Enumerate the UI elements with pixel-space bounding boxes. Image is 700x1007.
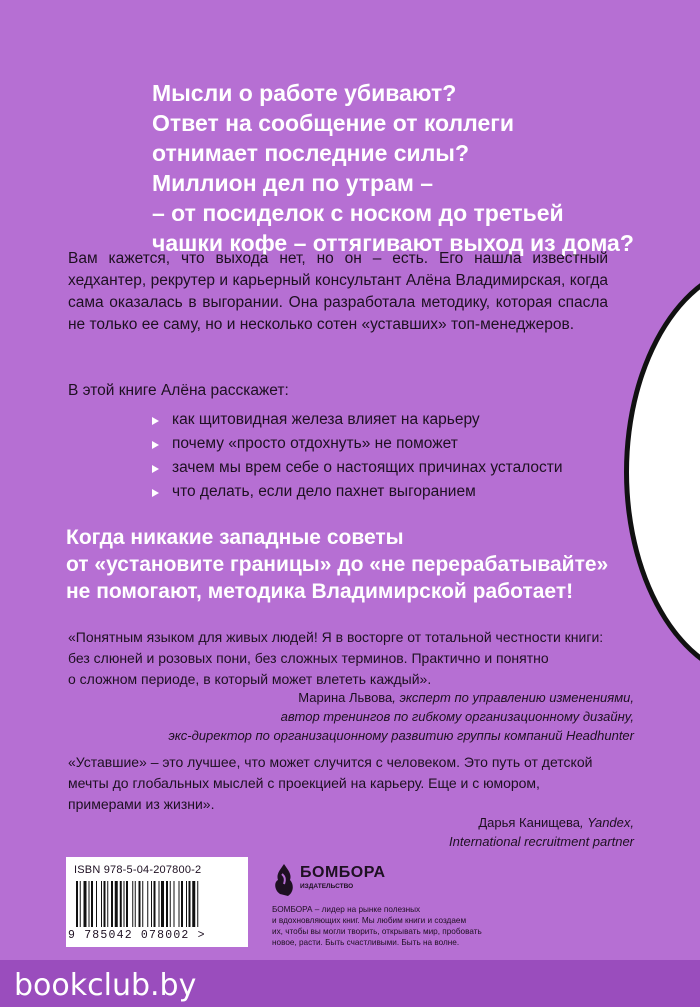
barcode-bar xyxy=(154,881,156,927)
review-attribution-1 xyxy=(114,688,634,745)
publisher-logo-icon xyxy=(272,862,296,898)
quote-line: мечты до глобальных мыслей с проекцией на карьеру. Еще и с юмором, xyxy=(68,775,540,791)
reviewer-name: Дарья Канищева xyxy=(478,815,581,830)
intro-line: – от посиделок с носком до третьей xyxy=(152,200,564,226)
barcode-bar xyxy=(186,881,187,927)
publisher-blurb-line: БОМБОРА – лидер на рынке полезных xyxy=(272,905,421,914)
barcode-bar xyxy=(142,881,143,927)
barcode-bar xyxy=(181,881,183,927)
isbn: ISBN 978-5-04-207800-2 xyxy=(74,864,202,876)
barcode-bar xyxy=(179,881,180,927)
publisher-name: БОМБОРА xyxy=(300,864,386,881)
barcode-bar xyxy=(132,881,133,927)
barcode-bar xyxy=(104,881,106,927)
quote-line: «Понятным языком для живых людей! Я в восторге от тотальной честности книги: xyxy=(68,629,604,645)
topics-list xyxy=(150,408,563,504)
barcode-bar xyxy=(76,881,78,927)
reviewer-role: , эксперт по управлению изменениями, xyxy=(392,690,634,705)
barcode-bar xyxy=(166,881,168,927)
callout-line: Когда никакие западные советы xyxy=(66,526,404,549)
intro-line: Мысли о работе убивают? xyxy=(152,80,457,106)
barcode-bar xyxy=(101,881,102,927)
reviewer-name: Марина Львова xyxy=(298,690,393,705)
reviewer-role: , Yandex, xyxy=(580,815,634,830)
footer-bar xyxy=(0,960,700,1007)
barcode-bar xyxy=(115,881,118,927)
list-item xyxy=(150,456,563,480)
site-watermark[interactable]: bookclub.by xyxy=(14,968,197,1003)
review-quote-2 xyxy=(68,752,628,815)
triangle-bullet-icon xyxy=(152,441,159,449)
intro-line: Ответ на сообщение от коллеги xyxy=(152,110,514,136)
barcode-bar xyxy=(124,881,125,927)
list-item-text: зачем мы врем себе о настоящих причинах усталости xyxy=(172,459,563,476)
publisher-blurb-line: их, чтобы вы могли творить, открывать мир, пробовать xyxy=(272,927,482,936)
list-item xyxy=(150,480,563,504)
callout-line: от «установите границы» до «не перерабатывайте» xyxy=(66,553,609,576)
barcode-bar xyxy=(135,881,136,927)
triangle-bullet-icon xyxy=(152,465,159,473)
barcode-bar xyxy=(111,881,113,927)
review-attribution-2 xyxy=(114,813,634,851)
barcode-bar xyxy=(89,881,90,927)
barcode-bar xyxy=(96,881,97,927)
bullets-lead: В этой книге Алёна расскажет: xyxy=(68,382,289,399)
list-item xyxy=(150,408,563,432)
publisher-blurb xyxy=(272,904,534,948)
quote-line: без слюней и розовых пони, без сложных терминов. Практично и понятно xyxy=(68,650,549,666)
quote-line: о сложном периоде, в который может влететь каждый». xyxy=(68,671,432,687)
list-item xyxy=(150,432,563,456)
barcode-bar xyxy=(189,881,191,927)
list-item-text: почему «просто отдохнуть» не поможет xyxy=(172,435,458,452)
barcode-bars-icon xyxy=(76,881,238,927)
review-quote-1 xyxy=(68,627,628,690)
triangle-bullet-icon xyxy=(152,417,159,425)
triangle-bullet-icon xyxy=(152,489,159,497)
intro-line: отнимает последние силы? xyxy=(152,140,469,166)
barcode-bar xyxy=(197,881,198,927)
barcode xyxy=(66,857,248,947)
decorative-white-shape xyxy=(624,262,700,682)
intro-line: чашки кофе – оттягивают выход из дома? xyxy=(152,230,634,256)
barcode-bar xyxy=(170,881,171,927)
barcode-bar xyxy=(147,881,148,927)
quote-line: примерами из жизни». xyxy=(68,796,215,812)
barcode-bar xyxy=(139,881,141,927)
reviewer-role: International recruitment partner xyxy=(449,834,634,849)
barcode-bar xyxy=(107,881,108,927)
quote-line: «Уставшие» – это лучшее, что может случится с человеком. Это путь от детской xyxy=(68,754,593,770)
reviewer-role: экс-директор по организационному развитию группы компаний Headhunter xyxy=(168,728,634,743)
reviewer-role: автор тренингов по гибкому организационному дизайну, xyxy=(280,709,634,724)
barcode-bar xyxy=(174,881,175,927)
barcode-bar xyxy=(84,881,87,927)
barcode-bar xyxy=(159,881,160,927)
barcode-bar xyxy=(161,881,164,927)
publisher-blurb-line: и вдохновляющих книг. Мы любим книги и создаем xyxy=(272,916,467,925)
intro-questions xyxy=(152,78,634,258)
barcode-bar xyxy=(126,881,128,927)
description-paragraph: Вам кажется, что выхода нет, но он – есть. Его нашла известный хедхантер, рекрутер и карьерный консультант Алёна Владимирская, когда сама оказалась в выгорании. Она разработала методику, которая спасла не только ее саму, но и несколько сотен «уставших» топ-менеджеров. xyxy=(68,250,608,333)
barcode-bar xyxy=(192,881,195,927)
intro-line: Миллион дел по утрам – xyxy=(152,170,434,196)
callout xyxy=(66,524,626,605)
barcode-bar xyxy=(120,881,122,927)
barcode-bar xyxy=(80,881,81,927)
publisher-blurb-line: новое, расти. Быть счастливыми. Быть на волне. xyxy=(272,938,460,947)
barcode-bar xyxy=(151,881,152,927)
publisher-subtitle: ИЗДАТЕЛЬСТВО xyxy=(300,883,354,890)
barcode-number: 9 785042 078002 > xyxy=(68,929,206,942)
list-item-text: как щитовидная железа влияет на карьеру xyxy=(172,411,480,428)
callout-line: не помогают, методика Владимирской работает! xyxy=(66,580,574,603)
barcode-bar xyxy=(91,881,93,927)
list-item-text: что делать, если дело пахнет выгоранием xyxy=(172,483,476,500)
